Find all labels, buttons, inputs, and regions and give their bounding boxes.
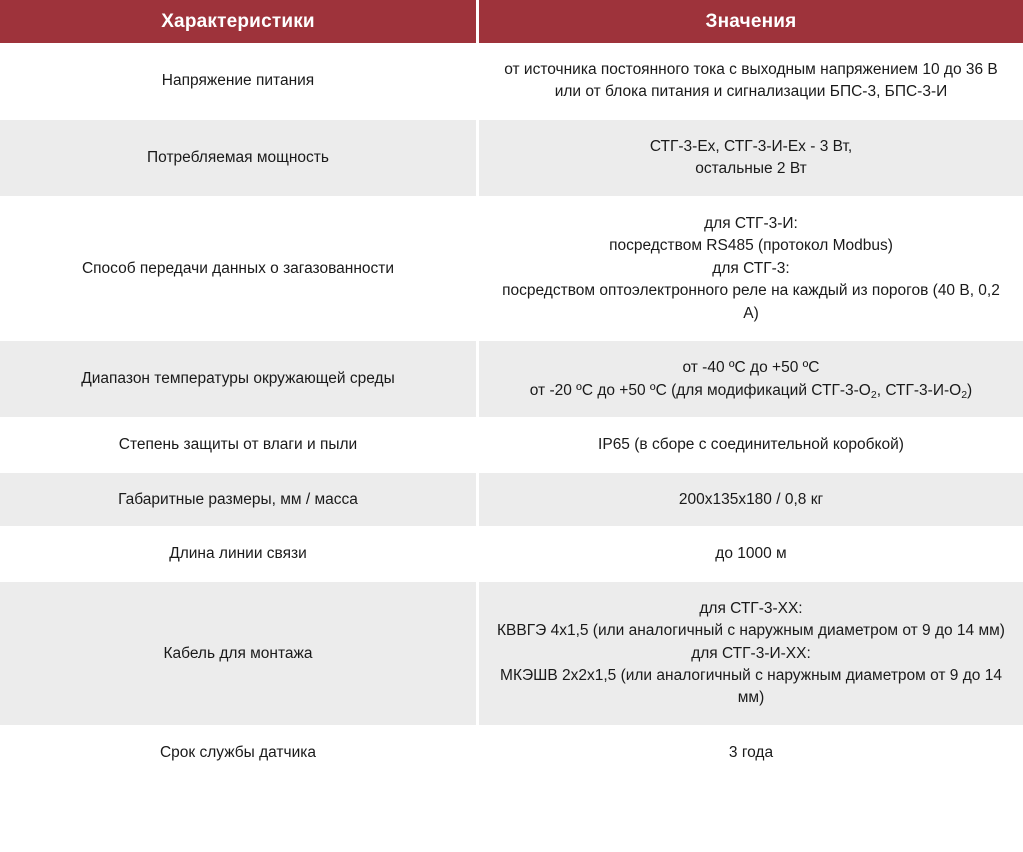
table-row (0, 527, 1023, 581)
cell-value (478, 341, 1023, 418)
cell-value (478, 197, 1023, 341)
table-row (0, 120, 1023, 197)
value-line: КВВГЭ 4х1,5 (или аналогичный с наружным диаметром от 9 до 14 мм) (497, 622, 1005, 640)
value-line: посредством оптоэлектронного реле на каждый из порогов (40 В, 0,2 А) (502, 282, 1000, 322)
cell-value (478, 726, 1023, 780)
table-row (0, 43, 1023, 120)
cell-value (478, 43, 1023, 120)
value-line: для СТГ-3-ХХ: (699, 599, 803, 617)
cell-characteristic: Диапазон температуры окружающей среды (0, 341, 478, 418)
cell-characteristic: Габаритные размеры, мм / масса (0, 473, 478, 527)
value-line: IP65 (в сборе с соединительной коробкой) (598, 436, 904, 454)
header-row (0, 0, 1023, 43)
value-line: остальные 2 Вт (695, 160, 807, 178)
cell-value (478, 582, 1023, 726)
cell-characteristic: Потребляемая мощность (0, 120, 478, 197)
value-line: от источника постоянного тока с выходным напряжением 10 до 36 В или от блока питания и сигнализации БПС-3, БПС-3-И (504, 61, 998, 101)
table-header (0, 0, 1023, 43)
table-row (0, 197, 1023, 341)
value-line: 200x135x180 / 0,8 кг (678, 490, 824, 508)
cell-characteristic: Степень защиты от влаги и пыли (0, 418, 478, 472)
value-line: от -40 ºС до +50 ºС (682, 359, 820, 377)
table-body (0, 43, 1023, 780)
cell-value (478, 120, 1023, 197)
table-row (0, 473, 1023, 527)
value-line: посредством RS485 (протокол Modbus) (609, 237, 893, 255)
cell-characteristic: Кабель для монтажа (0, 582, 478, 726)
table-row (0, 418, 1023, 472)
column-header-characteristics: Характеристики (0, 0, 478, 43)
cell-value (478, 527, 1023, 581)
column-header-values: Значения (478, 0, 1023, 43)
cell-characteristic: Способ передачи данных о загазованности (0, 197, 478, 341)
cell-characteristic: Напряжение питания (0, 43, 478, 120)
table-row (0, 341, 1023, 418)
cell-characteristic: Длина линии связи (0, 527, 478, 581)
table-row (0, 726, 1023, 780)
value-line: для СТГ-3: (712, 259, 790, 277)
value-line: МКЭШВ 2х2х1,5 (или аналогичный с наружным диаметром от 9 до 14 мм) (500, 666, 1002, 707)
cell-value (478, 418, 1023, 472)
cell-value (478, 473, 1023, 527)
value-line: СТГ-3-Ex, СТГ-3-И-Ex - 3 Вт, (649, 137, 853, 155)
value-line-rich: от -20 ºС до +50 ºС (для модификаций СТГ-$3-О_2$, СТГ-$3-И-О_2$) (529, 381, 973, 402)
value-line: 3 года (728, 743, 774, 761)
table-row (0, 582, 1023, 726)
value-line: для СТГ-3-И-ХХ: (691, 644, 811, 662)
cell-characteristic: Срок службы датчика (0, 726, 478, 780)
value-line: для СТГ-3-И: (704, 214, 798, 232)
value-line: до 1000 м (715, 545, 787, 563)
